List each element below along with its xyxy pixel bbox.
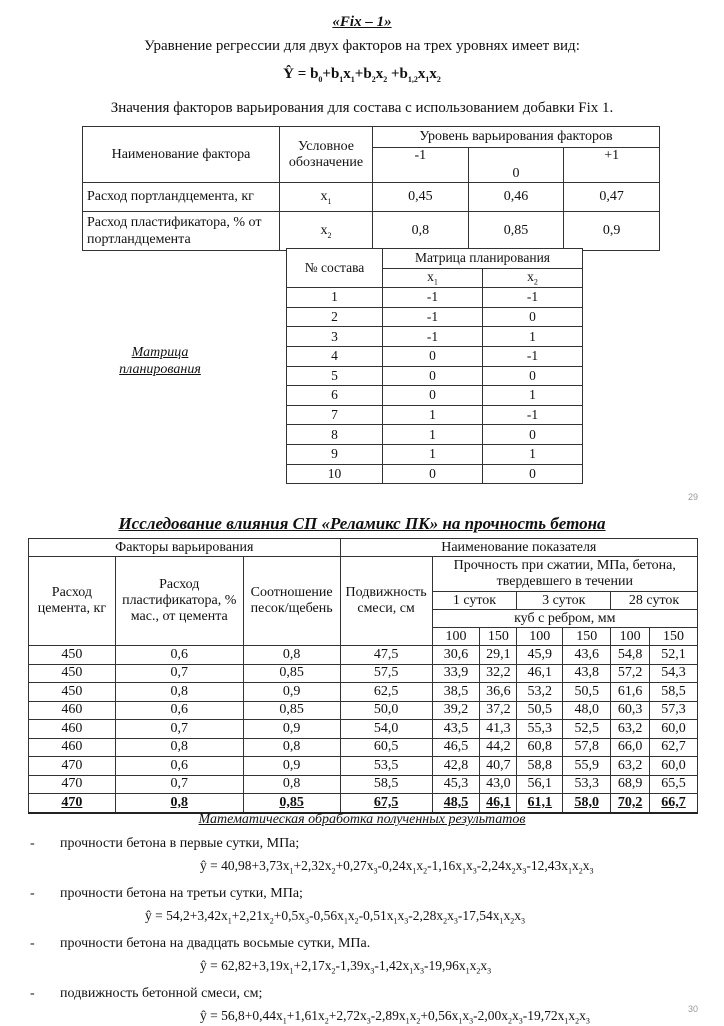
table-cell: 0,8 (115, 794, 243, 813)
composition-number: 1 (287, 288, 383, 308)
table-cell: 44,2 (480, 738, 517, 757)
matrix-value: 0 (483, 464, 583, 484)
strength-body (29, 646, 698, 813)
composition-number: 4 (287, 346, 383, 366)
table-cell: 60,8 (517, 738, 563, 757)
table-cell: 62,7 (650, 738, 698, 757)
matrix-value: 1 (483, 327, 583, 347)
planning-matrix-table (286, 248, 583, 484)
header-size: 100 (611, 628, 650, 646)
table-cell: 42,8 (432, 757, 480, 776)
table-cell: 43,0 (480, 775, 517, 794)
matrix-value: 1 (483, 444, 583, 464)
table-cell: 33,9 (432, 664, 480, 683)
matrix-value: 0 (383, 386, 483, 406)
header-level-minus: -1 (373, 148, 469, 183)
matrix-value: -1 (483, 346, 583, 366)
matrix-body (287, 288, 583, 484)
table-row (287, 405, 583, 425)
table-cell: 460 (29, 738, 116, 757)
math-processing-title: Математическая обработка полученных результатов (198, 812, 526, 827)
factors-table (82, 126, 660, 251)
table-row (287, 327, 583, 347)
table-cell: 67,5 (340, 794, 432, 813)
table-cell: 57,3 (650, 701, 698, 720)
table-cell: 460 (29, 701, 116, 720)
table-cell: 54,8 (611, 646, 650, 665)
equation-day1: ŷ = $40,98+3,73x_1+2,32x_2+0,27x_3-0,24x_1x_2-1,16x_1x_3-2,24x_2x_3-12,43x_1x_2x_3$ (200, 858, 594, 876)
table-cell: 57,2 (611, 664, 650, 683)
bullet-day28: - прочности бетона на двадцать восьмые сутки, МПа. (30, 936, 371, 951)
header-mobility: Подвижность смеси, см (340, 557, 432, 646)
header-composition-number: № состава (287, 249, 383, 288)
table-cell: 70,2 (611, 794, 650, 813)
table-cell: 470 (29, 794, 116, 813)
table-cell: 54,3 (650, 664, 698, 683)
table-cell: 470 (29, 775, 116, 794)
header-size: 100 (517, 628, 563, 646)
table-cell: 450 (29, 664, 116, 683)
factors-intro: Значения факторов варьирования для состава с использованием добавки Fix 1. (110, 100, 614, 116)
table-cell: 36,6 (480, 683, 517, 702)
table-cell: 38,5 (432, 683, 480, 702)
level-value: 0,8 (373, 212, 469, 251)
table-cell: 0,7 (115, 664, 243, 683)
table-cell: 57,8 (563, 738, 611, 757)
table-cell: 43,8 (563, 664, 611, 683)
header-factor-name: Наименование фактора (83, 127, 280, 183)
equation-day28: ŷ = $62,82+3,19x_1+2,17x_2-1,39x_3-1,42x_1x_3-19,96x_1x_2x_3$ (200, 958, 492, 976)
bullet-text: прочности бетона на двадцать восьмые сутки, МПа. (60, 936, 371, 951)
header-levels: Уровень варьирования факторов (373, 127, 660, 148)
matrix-value: 0 (483, 307, 583, 327)
page-title-fix1: «Fix – 1» (332, 14, 392, 30)
table-cell: 47,5 (340, 646, 432, 665)
matrix-value: 1 (383, 425, 483, 445)
composition-number: 7 (287, 405, 383, 425)
factor-symbol: $x_2$ (280, 212, 373, 251)
table-cell: 57,5 (340, 664, 432, 683)
bullet-day3: - прочности бетона на третьи сутки, МПа; (30, 886, 303, 901)
header-day3: 3 суток (517, 592, 611, 610)
table-cell: 52,1 (650, 646, 698, 665)
table-cell: 56,1 (517, 775, 563, 794)
matrix-value: -1 (483, 405, 583, 425)
table-cell: 55,3 (517, 720, 563, 739)
level-value: 0,9 (564, 212, 660, 251)
table-cell: 53,2 (517, 683, 563, 702)
table-row (29, 775, 698, 794)
bullet-mobility: - подвижность бетонной смеси, см; (30, 986, 263, 1001)
table-cell: 68,9 (611, 775, 650, 794)
table-row (287, 366, 583, 386)
header-level-zero: 0 (468, 148, 564, 183)
table-cell: 66,0 (611, 738, 650, 757)
table-cell: 46,5 (432, 738, 480, 757)
table-cell: 60,3 (611, 701, 650, 720)
matrix-value: 0 (483, 366, 583, 386)
table-cell: 450 (29, 683, 116, 702)
level-value: 0,45 (373, 183, 469, 212)
table-cell: 50,0 (340, 701, 432, 720)
table-cell: 61,1 (517, 794, 563, 813)
level-value: 0,47 (564, 183, 660, 212)
table-row (29, 720, 698, 739)
table-row (29, 646, 698, 665)
matrix-value: -1 (383, 307, 483, 327)
header-x1: $x_1$ (383, 268, 483, 288)
page-title-relamix: Исследование влияния СП «Реламикс ПК» на прочность бетона (118, 514, 606, 533)
table-cell: 58,5 (340, 775, 432, 794)
equation-mobility: ŷ = $56,8+0,44x_1+1,61x_2+2,72x_3-2,89x_1x_2+0,56x_1x_3-2,00x_2x_3-19,72x_1x_2x_3$ (200, 1008, 590, 1026)
header-indicator: Наименование показателя (340, 539, 697, 557)
composition-number: 9 (287, 444, 383, 464)
composition-number: 8 (287, 425, 383, 445)
table-cell: 53,3 (563, 775, 611, 794)
header-matrix: Матрица планирования (383, 249, 583, 269)
table-cell: 50,5 (563, 683, 611, 702)
table-cell: 46,1 (480, 794, 517, 813)
header-day28: 28 суток (611, 592, 698, 610)
header-plasticizer: Расход пластификатора, % мас., от цемента (115, 557, 243, 646)
table-cell: 62,5 (340, 683, 432, 702)
table-cell: 0,9 (243, 683, 340, 702)
composition-number: 3 (287, 327, 383, 347)
table-cell: 32,2 (480, 664, 517, 683)
table-cell: 58,5 (650, 683, 698, 702)
table-row (29, 794, 698, 813)
table-row (287, 307, 583, 327)
table-cell: 60,0 (650, 720, 698, 739)
bullet-text: подвижность бетонной смеси, см; (60, 986, 263, 1001)
matrix-side-label: Матрица планирования (119, 345, 201, 377)
table-cell: 46,1 (517, 664, 563, 683)
header-size: 100 (432, 628, 480, 646)
page-number-30: 30 (688, 1004, 699, 1014)
table-cell: 60,5 (340, 738, 432, 757)
table-cell: 0,7 (115, 775, 243, 794)
table-cell: 48,0 (563, 701, 611, 720)
table-row (83, 183, 660, 212)
matrix-value: 1 (383, 405, 483, 425)
table-cell: 0,85 (243, 664, 340, 683)
formula-lhs: Ŷ = (283, 66, 311, 82)
formula-terms: $b_0+b_1x_1+b_2x_2 +b_{1,2}x_1x_2$ (310, 66, 441, 84)
header-strength: Прочность при сжатии, МПа, бетона, твердевшего в течении (432, 557, 697, 592)
table-cell: 37,2 (480, 701, 517, 720)
matrix-value: 0 (383, 366, 483, 386)
table-cell: 55,9 (563, 757, 611, 776)
table-cell: 0,85 (243, 701, 340, 720)
regression-intro: Уравнение регрессии для двух факторов на трех уровнях имеет вид: (144, 38, 580, 54)
table-cell: 41,3 (480, 720, 517, 739)
table-cell: 39,2 (432, 701, 480, 720)
header-size: 150 (480, 628, 517, 646)
table-cell: 0,9 (243, 757, 340, 776)
table-cell: 50,5 (517, 701, 563, 720)
table-row (83, 212, 660, 251)
table-row (29, 664, 698, 683)
table-cell: 43,6 (563, 646, 611, 665)
header-symbol: Условное обозначение (280, 127, 373, 183)
header-size: 150 (650, 628, 698, 646)
table-cell: 460 (29, 720, 116, 739)
header-cube: куб с ребром, мм (432, 610, 697, 628)
composition-number: 5 (287, 366, 383, 386)
table-cell: 0,85 (243, 794, 340, 813)
table-cell: 66,7 (650, 794, 698, 813)
header-ratio: Соотношение песок/щебень (243, 557, 340, 646)
table-cell: 54,0 (340, 720, 432, 739)
table-row (29, 701, 698, 720)
table-cell: 45,3 (432, 775, 480, 794)
table-cell: 61,6 (611, 683, 650, 702)
table-cell: 450 (29, 646, 116, 665)
header-size: 150 (563, 628, 611, 646)
table-cell: 53,5 (340, 757, 432, 776)
table-row (287, 288, 583, 308)
table-row (29, 738, 698, 757)
level-value: 0,46 (468, 183, 564, 212)
table-cell: 0,6 (115, 701, 243, 720)
table-row (29, 683, 698, 702)
table-cell: 52,5 (563, 720, 611, 739)
matrix-value: -1 (383, 327, 483, 347)
table-cell: 43,5 (432, 720, 480, 739)
table-row (287, 386, 583, 406)
table-cell: 65,5 (650, 775, 698, 794)
matrix-value: -1 (383, 288, 483, 308)
factor-name: Расход пластификатора, % от портландцемента (83, 212, 280, 251)
composition-number: 6 (287, 386, 383, 406)
matrix-value: 0 (483, 425, 583, 445)
page-number-29: 29 (688, 492, 699, 502)
table-row (287, 425, 583, 445)
table-cell: 40,7 (480, 757, 517, 776)
equation-day3: ŷ = $54,2+3,42x_1+2,21x_2+0,5x_3-0,56x_1x_2-0,51x_1x_3-2,28x_2x_3-17,54x_1x_2x_3$ (145, 908, 525, 926)
concrete-strength-table (28, 538, 698, 814)
table-cell: 0,9 (243, 720, 340, 739)
factor-name: Расход портландцемента, кг (83, 183, 280, 212)
table-row (287, 464, 583, 484)
table-row (287, 346, 583, 366)
table-cell: 0,8 (243, 775, 340, 794)
table-cell: 0,6 (115, 646, 243, 665)
header-day1: 1 суток (432, 592, 517, 610)
table-cell: 63,2 (611, 757, 650, 776)
table-cell: 470 (29, 757, 116, 776)
table-cell: 30,6 (432, 646, 480, 665)
table-cell: 60,0 (650, 757, 698, 776)
table-cell: 0,8 (243, 646, 340, 665)
header-factors: Факторы варьирования (29, 539, 341, 557)
matrix-value: 0 (383, 346, 483, 366)
matrix-value: 1 (483, 386, 583, 406)
bullet-text: прочности бетона в первые сутки, МПа; (60, 836, 300, 851)
bullet-day1: - прочности бетона в первые сутки, МПа; (30, 836, 300, 851)
regression-formula (0, 66, 724, 84)
composition-number: 2 (287, 307, 383, 327)
table-cell: 29,1 (480, 646, 517, 665)
header-level-plus: +1 (564, 148, 660, 183)
table-row (29, 757, 698, 776)
table-cell: 58,0 (563, 794, 611, 813)
table-cell: 45,9 (517, 646, 563, 665)
table-row (287, 444, 583, 464)
table-cell: 48,5 (432, 794, 480, 813)
table-cell: 0,8 (115, 738, 243, 757)
table-cell: 0,7 (115, 720, 243, 739)
table-cell: 63,2 (611, 720, 650, 739)
composition-number: 10 (287, 464, 383, 484)
table-cell: 0,6 (115, 757, 243, 776)
header-cement: Расход цемента, кг (29, 557, 116, 646)
factor-symbol: $x_1$ (280, 183, 373, 212)
matrix-value: -1 (483, 288, 583, 308)
header-x2: $x_2$ (483, 268, 583, 288)
table-cell: 0,8 (115, 683, 243, 702)
bullet-text: прочности бетона на третьи сутки, МПа; (60, 886, 303, 901)
matrix-value: 0 (383, 464, 483, 484)
table-cell: 0,8 (243, 738, 340, 757)
matrix-value: 1 (383, 444, 483, 464)
table-cell: 58,8 (517, 757, 563, 776)
level-value: 0,85 (468, 212, 564, 251)
